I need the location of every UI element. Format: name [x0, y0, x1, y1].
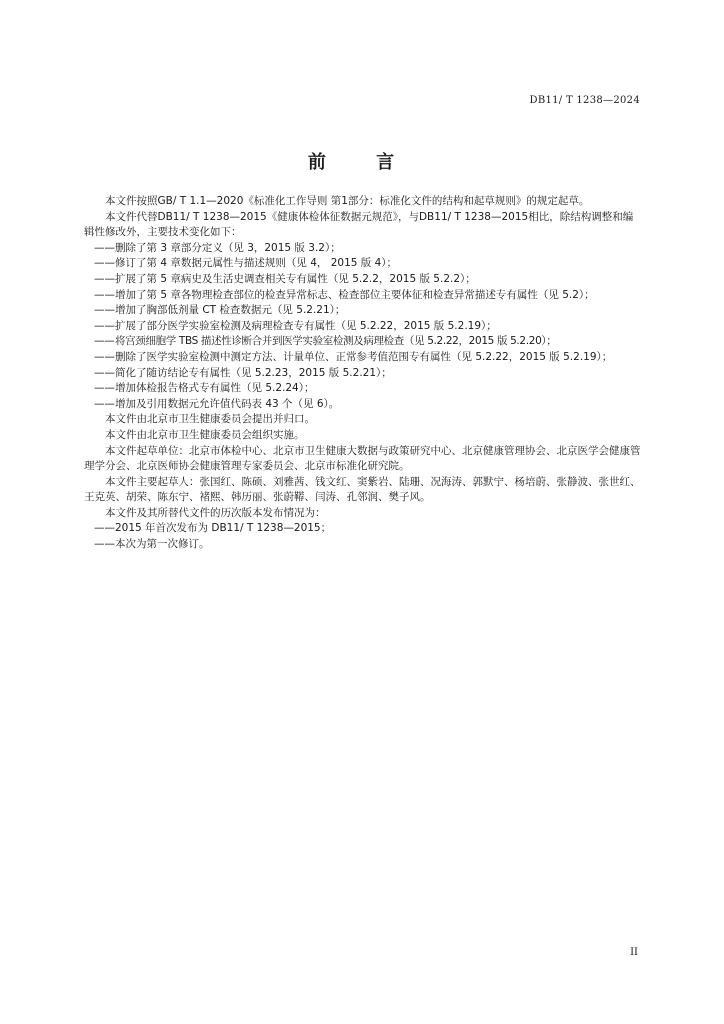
paragraph-drafting-rules: 本文件按照GB/ T 1.1—2020《标准化工作导则 第1部分：标准化文件的结构和起草规则》的规定起草。 — [105, 195, 590, 207]
list-item: —— 本次为第一次修订。 — [94, 538, 210, 551]
list-item: —— 简化了随访结论专有属性（见 5.2.23，2015 版 5.2.21）； — [94, 366, 392, 379]
list-item: —— 增加了胸部低剂量 CT 检查数据元（见 5.2.21）； — [94, 304, 346, 317]
list-item: —— 增加了第 5 章各物理检查部位的检查异常标志、检查部位主要体征和检查异常描述专有属性（见 5.2）； — [94, 288, 595, 301]
standard-code: DB11/ T 1238—2024 — [529, 95, 640, 106]
list-item: —— 删除了第 3 章部分定义（见 3，2015 版 3.2）； — [94, 241, 341, 254]
list-item: —— 修订了第 4 章数据元属性与描述规则（见 4， 2015 版 4）； — [94, 257, 398, 270]
page-title: 前 言 — [307, 152, 417, 173]
paragraph-implementer: 本文件由北京市卫生健康委员会组织实施。 — [105, 428, 305, 441]
paragraph-history-intro: 本文件及其所替代文件的历次版本发布情况为： — [105, 506, 326, 519]
paragraph-proposer: 本文件由北京市卫生健康委员会提出并归口。 — [105, 413, 315, 426]
list-item: —— 扩展了部分医学实验室检测及病理检查专有属性（见 5.2.22，2015 版 5.2.19）； — [94, 319, 497, 332]
foreword-body — [84, 194, 641, 553]
page-number: II — [630, 947, 638, 958]
list-item: —— 将宫颈细胞学 TBS 描述性诊断合并到医学实验室检测及病理检查（见 5.2.22，2015 版 5.2.20）； — [94, 335, 557, 348]
paragraph-replacement: 本文件代替DB11/ T 1238—2015《健康体检体征数据元规范》，与DB11/ T 1238—2015相比，除结构调整和编辑性修改外，主要技术变化如下： — [84, 210, 634, 239]
list-item: —— 扩展了第 5 章病史及生活史调查相关专有属性（见 5.2.2，2015 版 5.2.2）； — [94, 272, 476, 285]
list-item: —— 删除了医学实验室检测中测定方法、计量单位、正常参考值范围专有属性（见 5.2.22，2015 版 5.2.19）； — [94, 350, 613, 363]
changes-list — [84, 241, 641, 413]
history-list — [84, 521, 641, 552]
list-item: —— 增加体检报告格式专有属性（见 5.2.24）； — [94, 382, 315, 395]
paragraph-drafting-units: 本文件起草单位：北京市体检中心、北京市卫生健康大数据与政策研究中心、北京健康管理协会、北京医学会健康管理学分会、北京医师协会健康管理专家委员会、北京市标准化研究院。 — [84, 444, 641, 473]
list-item: —— 2015 年首次发布为 DB11/ T 1238—2015； — [94, 522, 332, 535]
list-item: —— 增加及引用数据元允许值代码表 43 个（见 6）。 — [94, 397, 340, 410]
paragraph-drafters: 本文件主要起草人：张国红、陈硕、刘雅茜、钱文红、窦紫岩、陆珊、况海涛、郭默宁、杨培蔚、张静波、张世红、王克英、胡荣、陈东宁、褚熙、韩历丽、张蔚鞯、闫涛、孔邻润、樊子风。 — [84, 475, 641, 504]
